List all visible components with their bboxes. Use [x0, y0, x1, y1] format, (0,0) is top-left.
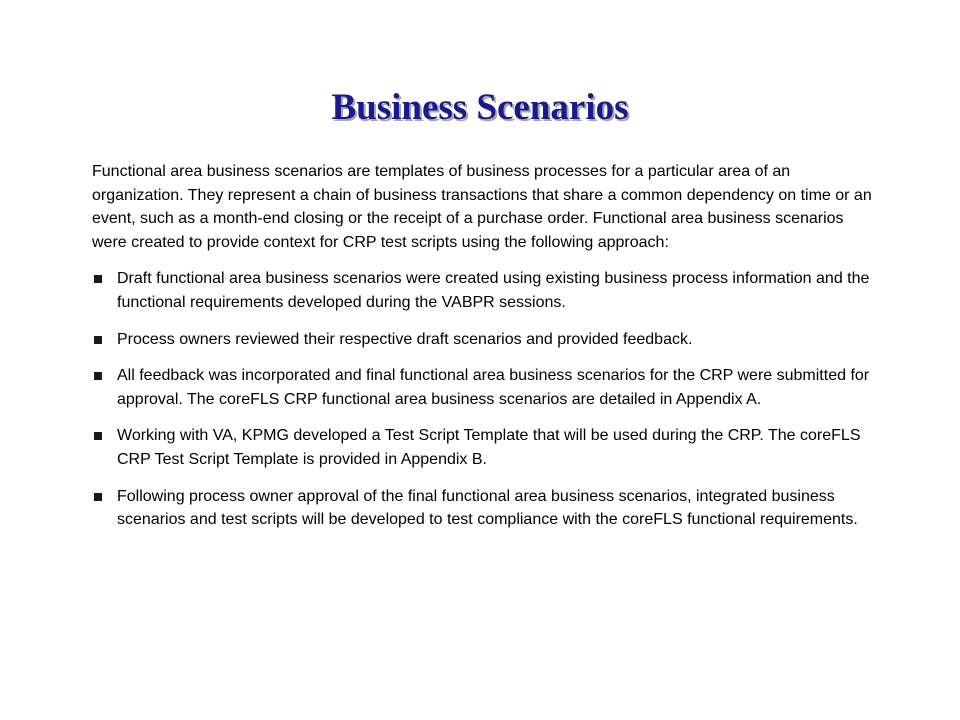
bullet-item [92, 328, 882, 352]
square-bullet-icon [94, 336, 102, 344]
bullet-item [92, 424, 882, 471]
bullet-item [92, 267, 882, 314]
bullet-text: All feedback was incorporated and final functional area business scenarios for the CRP were submitted for approval. The coreFLS CRP functional area business scenarios are detailed in Appendix A. [117, 367, 870, 408]
square-bullet-icon [94, 432, 102, 440]
intro-paragraph: Functional area business scenarios are templates of business processes for a particular area of an organization. They represent a chain of business transactions that share a common dependency on time or an event, such as a month-end closing or the receipt of a purchase order. Functional area business scenarios were created to provide context for CRP test scripts using the following approach: [92, 163, 872, 251]
bullet-text: Following process owner approval of the final functional area business scenarios, integrated business scenarios and test scripts will be developed to test compliance with the coreFLS functional requirements. [117, 487, 858, 529]
bullet-list [92, 267, 882, 531]
square-bullet-icon [94, 275, 102, 283]
bullet-item [92, 364, 882, 411]
slide-body [92, 160, 882, 545]
slide-title: Business Scenarios [331, 87, 629, 128]
bullet-text: Working with VA, KPMG developed a Test Script Template that will be used during the CRP. The coreFLS CRP Test Script Template is provided in Appendix B. [117, 427, 861, 468]
square-bullet-icon [94, 372, 102, 380]
bullet-text: Process owners reviewed their respective draft scenarios and provided feedback. [117, 330, 693, 348]
bullet-text: Draft functional area business scenarios were created using existing business process information and the functional requirements developed during the VABPR sessions. [117, 270, 870, 311]
bullet-item [92, 485, 882, 532]
square-bullet-icon [94, 493, 102, 501]
